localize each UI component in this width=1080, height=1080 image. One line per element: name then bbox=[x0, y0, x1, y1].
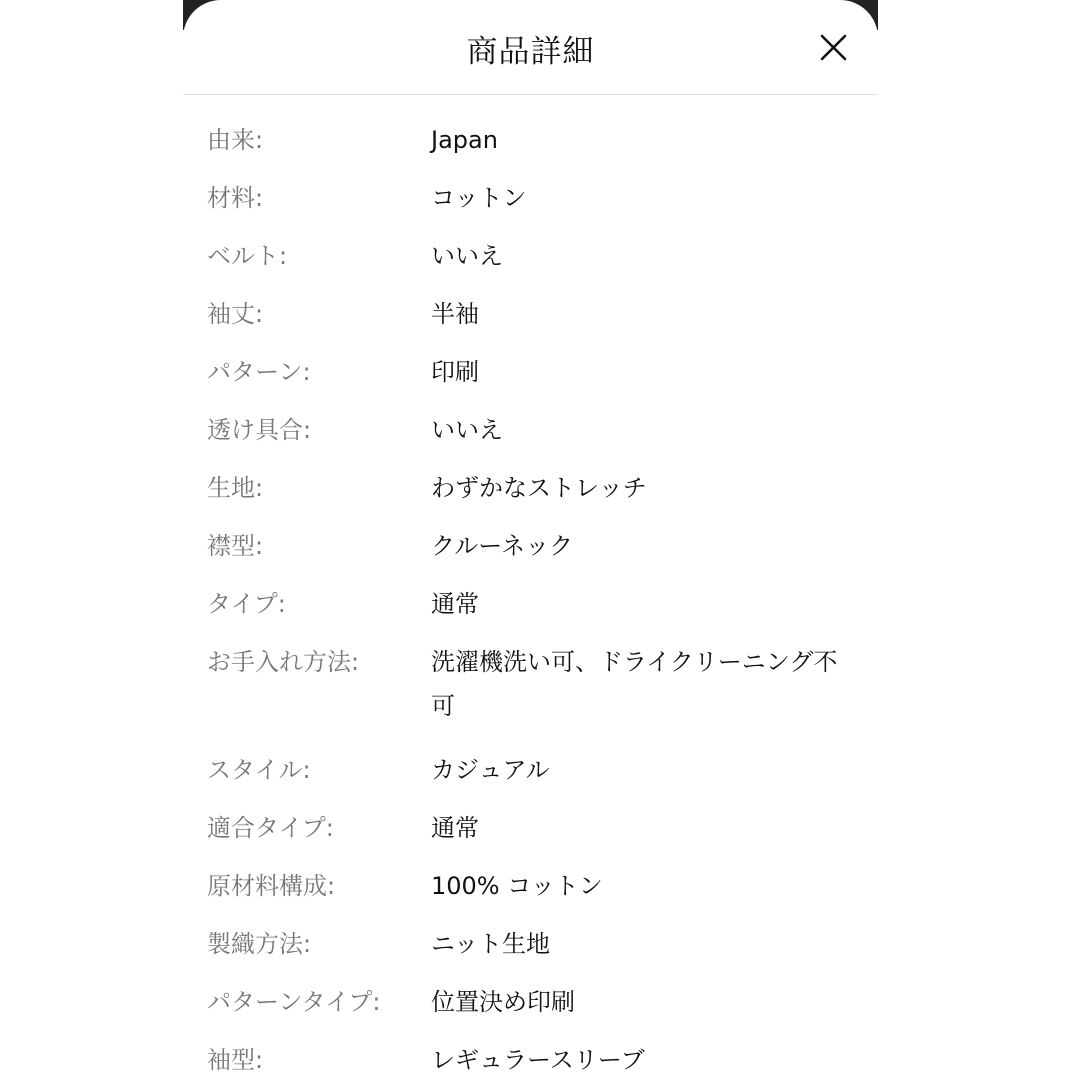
detail-row bbox=[183, 344, 878, 402]
detail-row bbox=[183, 634, 878, 742]
detail-label: スタイル: bbox=[207, 756, 311, 784]
detail-value: わずかなストレッチ bbox=[431, 474, 647, 502]
page-title: 商品詳細 bbox=[466, 34, 595, 70]
detail-row bbox=[183, 286, 878, 344]
detail-value: いいえ bbox=[431, 242, 503, 270]
detail-value: 100% コットン bbox=[431, 872, 603, 900]
detail-row bbox=[183, 170, 878, 228]
detail-value: いいえ bbox=[431, 416, 503, 444]
detail-label: 適合タイプ: bbox=[207, 814, 334, 842]
detail-value: 通常 bbox=[431, 814, 479, 842]
close-icon bbox=[813, 28, 853, 68]
product-details-sheet bbox=[183, 0, 878, 1080]
detail-value: レギュラースリーブ bbox=[431, 1046, 645, 1074]
detail-row bbox=[183, 800, 878, 858]
detail-label: ベルト: bbox=[207, 242, 288, 270]
detail-value: Japan bbox=[431, 126, 498, 154]
detail-row bbox=[183, 112, 878, 170]
detail-label: 原材料構成: bbox=[207, 872, 336, 900]
detail-value: コットン bbox=[431, 184, 527, 212]
detail-label: タイプ: bbox=[207, 590, 286, 618]
detail-value: 印刷 bbox=[431, 358, 479, 386]
detail-value: カジュアル bbox=[431, 756, 550, 784]
detail-label: お手入れ方法: bbox=[207, 648, 360, 676]
detail-list bbox=[183, 112, 878, 1080]
detail-row bbox=[183, 402, 878, 460]
detail-label: 製織方法: bbox=[207, 930, 312, 958]
detail-row bbox=[183, 742, 878, 800]
detail-label: パターン: bbox=[207, 358, 311, 386]
detail-row bbox=[183, 974, 878, 1032]
detail-label: 材料: bbox=[207, 184, 264, 212]
detail-row bbox=[183, 228, 878, 286]
detail-value: ニット生地 bbox=[431, 930, 551, 958]
detail-label: 袖丈: bbox=[207, 300, 264, 328]
detail-label: パターンタイプ: bbox=[207, 988, 381, 1016]
detail-row bbox=[183, 1032, 878, 1080]
close-button[interactable] bbox=[813, 28, 853, 68]
detail-label: 由来: bbox=[207, 126, 264, 154]
sheet-header bbox=[183, 0, 878, 95]
detail-value: 通常 bbox=[431, 590, 479, 618]
detail-label: 生地: bbox=[207, 474, 264, 502]
detail-label: 襟型: bbox=[207, 532, 264, 560]
detail-row bbox=[183, 858, 878, 916]
detail-value: 洗濯機洗い可、ドライクリーニング不可 bbox=[431, 648, 838, 720]
detail-label: 透け具合: bbox=[207, 416, 312, 444]
detail-row bbox=[183, 916, 878, 974]
detail-label: 袖型: bbox=[207, 1046, 264, 1074]
detail-value: 位置決め印刷 bbox=[431, 988, 575, 1016]
detail-value: 半袖 bbox=[431, 300, 479, 328]
detail-value: クルーネック bbox=[431, 532, 574, 560]
detail-row bbox=[183, 576, 878, 634]
detail-row bbox=[183, 518, 878, 576]
detail-row bbox=[183, 460, 878, 518]
